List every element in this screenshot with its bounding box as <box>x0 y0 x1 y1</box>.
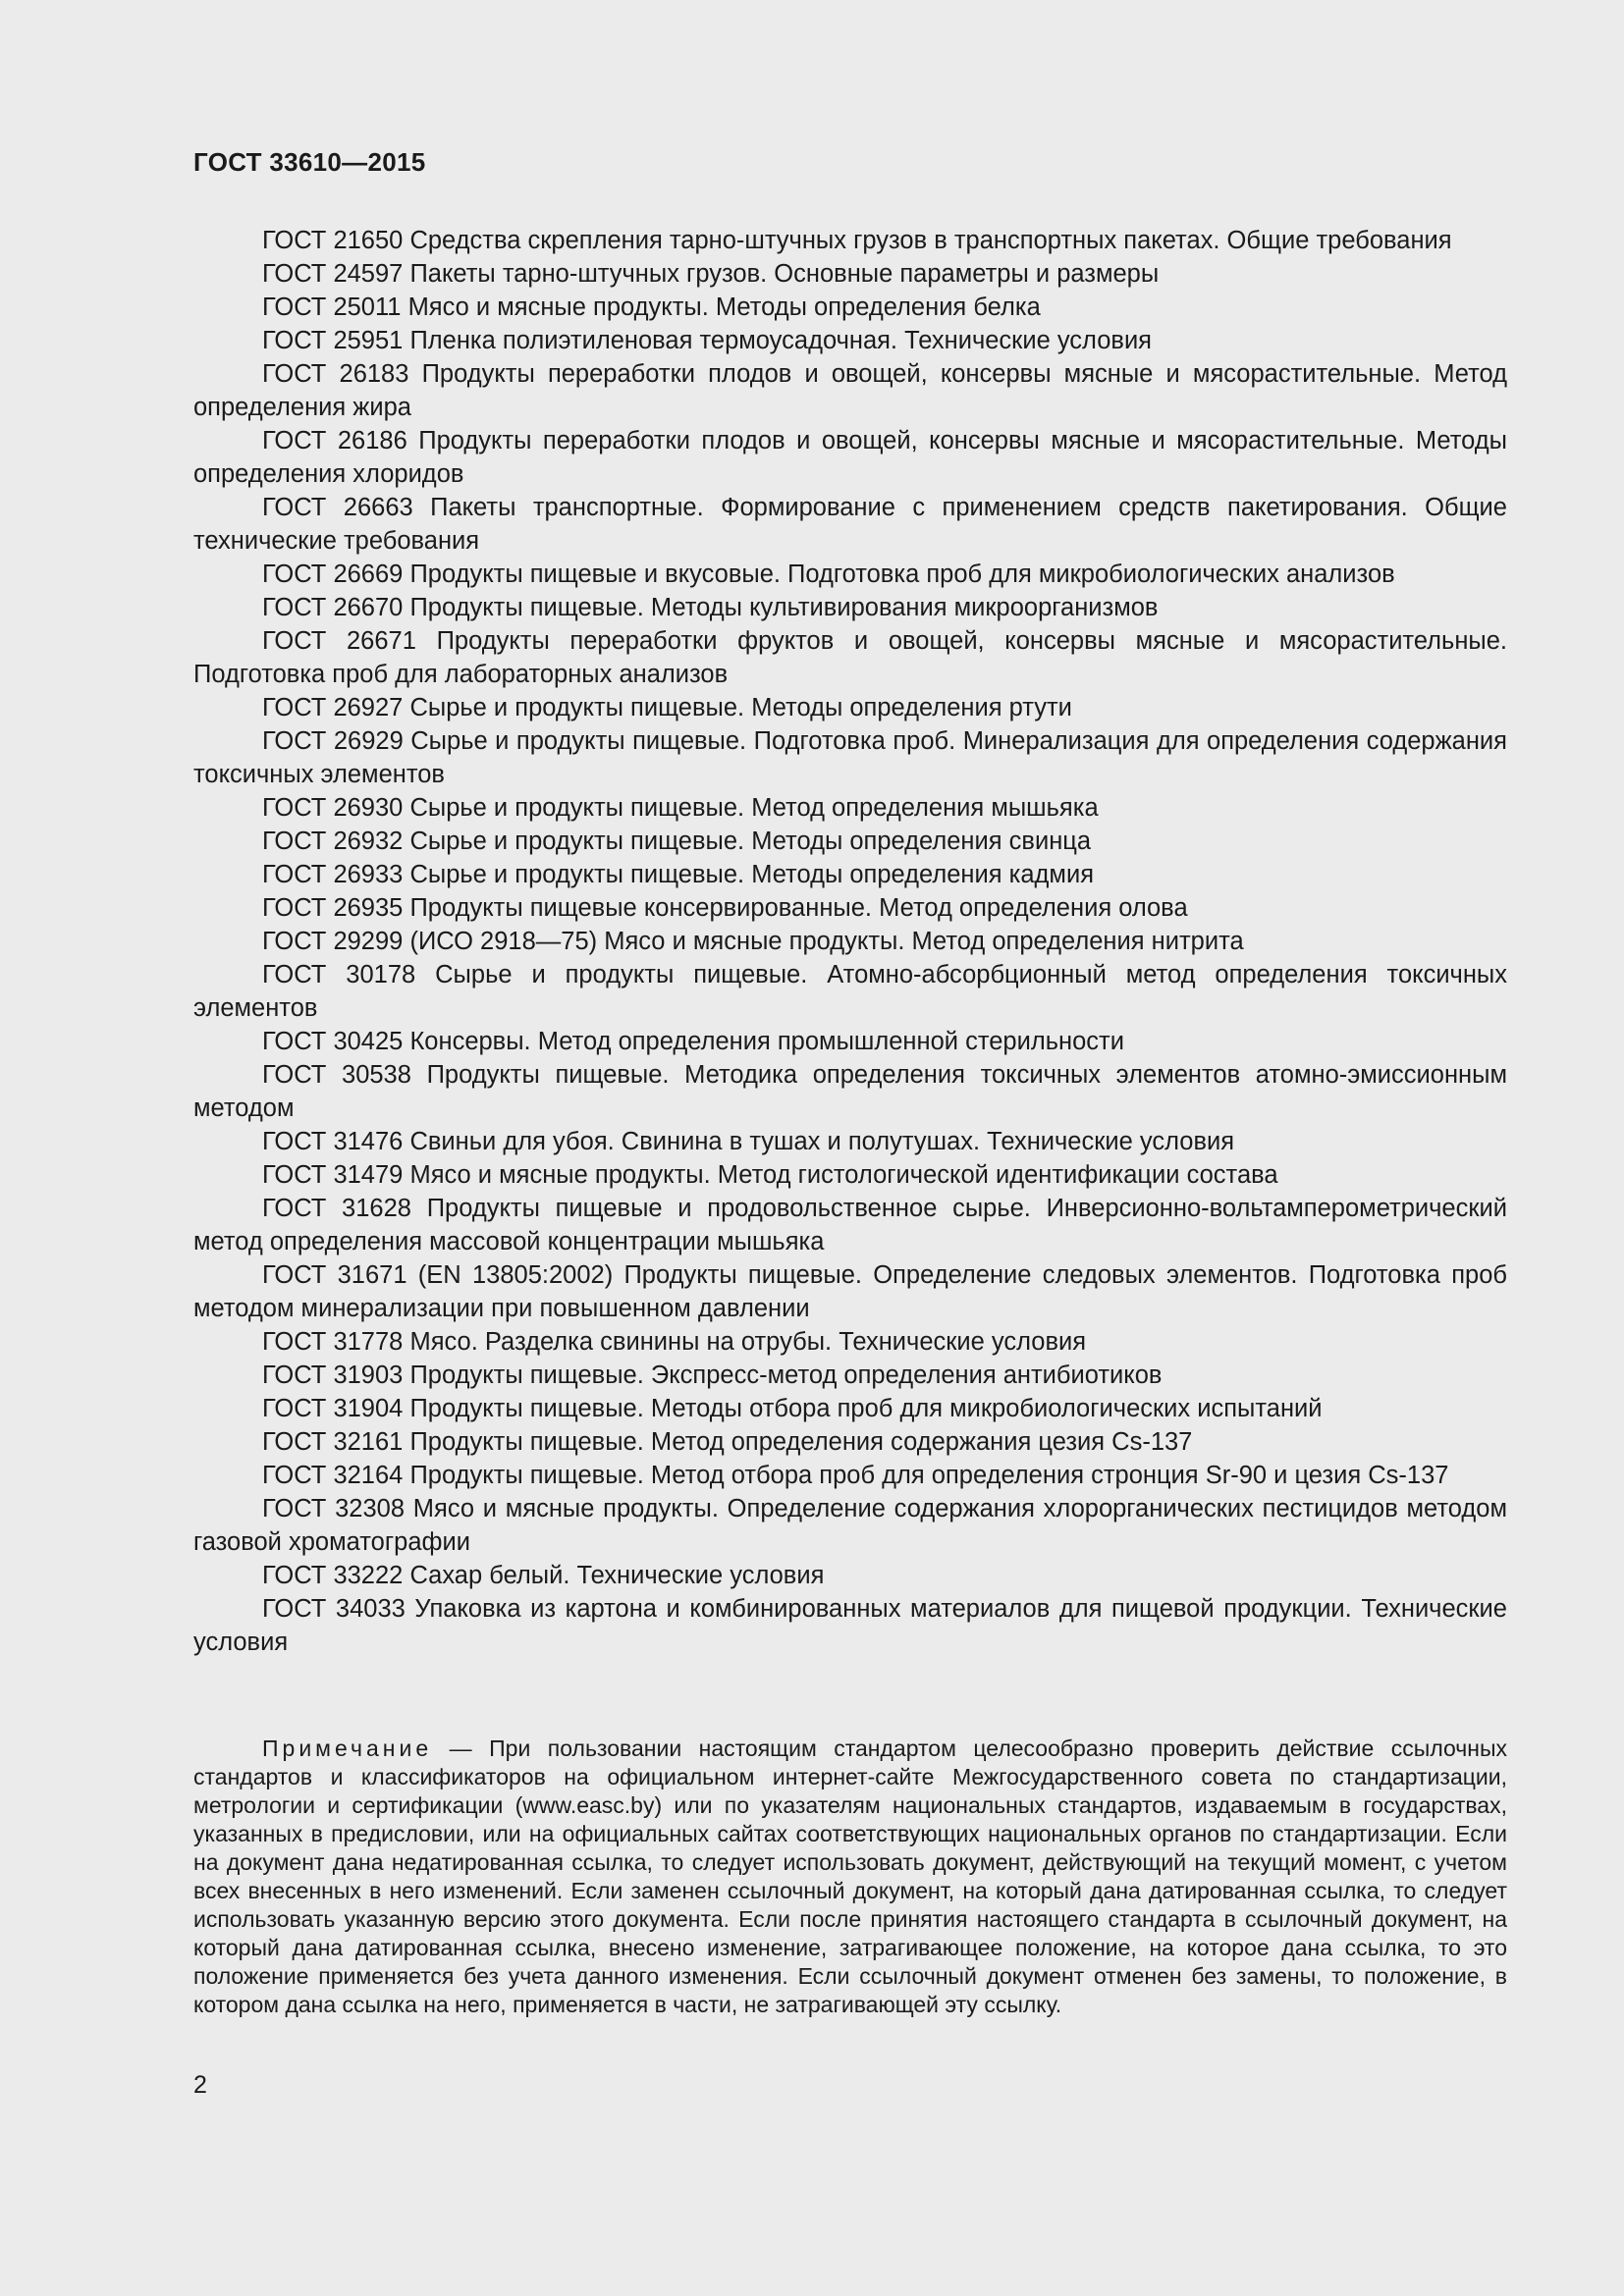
reference-title: Продукты переработки плодов и овощей, консервы мясные и мясорастительные. Методы определения хлоридов <box>193 427 1507 488</box>
reference-code: ГОСТ 25011 <box>262 294 402 321</box>
reference-item <box>193 491 1507 558</box>
reference-item <box>193 958 1507 1025</box>
reference-item <box>193 291 1507 324</box>
reference-item <box>193 1025 1507 1058</box>
note-label: Примечание <box>262 1735 433 1761</box>
reference-item <box>193 1392 1507 1425</box>
normative-references-list <box>193 224 1507 1659</box>
reference-code: ГОСТ 29299 <box>262 928 404 955</box>
reference-code: ГОСТ 26927 <box>262 694 404 721</box>
reference-code: ГОСТ 30178 <box>262 961 416 988</box>
reference-title: Сырье и продукты пищевые. Метод определения мышьяка <box>409 794 1099 822</box>
reference-item <box>193 1459 1507 1492</box>
reference-title: Пакеты транспортные. Формирование с применением средств пакетирования. Общие технические требования <box>193 494 1507 555</box>
reference-title: Пленка полиэтиленовая термоусадочная. Технические условия <box>409 327 1152 354</box>
reference-item <box>193 1258 1507 1325</box>
reference-item <box>193 624 1507 691</box>
reference-item <box>193 1125 1507 1158</box>
reference-item <box>193 858 1507 891</box>
reference-title: Продукты пищевые. Экспресс-метод определения антибиотиков <box>409 1362 1163 1389</box>
reference-item <box>193 1359 1507 1392</box>
reference-code: ГОСТ 31479 <box>262 1161 404 1189</box>
reference-title: Сырье и продукты пищевые. Методы определения кадмия <box>409 861 1095 888</box>
reference-code: ГОСТ 32308 <box>262 1495 406 1522</box>
reference-code: ГОСТ 32164 <box>262 1462 404 1489</box>
reference-code: ГОСТ 26930 <box>262 794 404 822</box>
reference-item <box>193 1559 1507 1592</box>
reference-title: Мясо и мясные продукты. Определение содержания хлорорганических пестицидов методом газовой хроматографии <box>193 1495 1507 1556</box>
reference-item <box>193 224 1507 257</box>
reference-title: Мясо и мясные продукты. Метод гистологической идентификации состава <box>409 1161 1278 1189</box>
reference-item <box>193 424 1507 491</box>
reference-title: Продукты пищевые и вкусовые. Подготовка проб для микробиологических анализов <box>409 561 1395 588</box>
reference-title: Сырье и продукты пищевые. Подготовка проб. Минерализация для определения содержания токсичных элементов <box>193 727 1507 788</box>
reference-code: ГОСТ 26670 <box>262 594 404 621</box>
reference-title: Продукты пищевые. Методика определения токсичных элементов атомно-эмиссионным методом <box>193 1061 1507 1122</box>
reference-item <box>193 1058 1507 1125</box>
reference-title: Продукты пищевые и продовольственное сырье. Инверсионно-вольтамперометрический метод определения массовой концентрации мышьяка <box>193 1195 1507 1255</box>
reference-code: ГОСТ 26186 <box>262 427 407 454</box>
reference-code: ГОСТ 26663 <box>262 494 413 521</box>
reference-title: Мясо и мясные продукты. Методы определения белка <box>407 294 1041 321</box>
reference-code: ГОСТ 33222 <box>262 1562 404 1589</box>
reference-code: ГОСТ 26935 <box>262 894 404 922</box>
reference-item <box>193 1592 1507 1659</box>
reference-title: Мясо. Разделка свинины на отрубы. Технические условия <box>409 1328 1087 1356</box>
reference-item <box>193 925 1507 958</box>
reference-item <box>193 324 1507 357</box>
reference-code: ГОСТ 26929 <box>262 727 404 755</box>
reference-title: Сырье и продукты пищевые. Методы определения свинца <box>409 828 1092 855</box>
reference-code: ГОСТ 31476 <box>262 1128 404 1155</box>
reference-code: ГОСТ 26933 <box>262 861 404 888</box>
reference-code: ГОСТ 30425 <box>262 1028 404 1055</box>
reference-code: ГОСТ 31671 <box>262 1261 407 1289</box>
reference-code: ГОСТ 26183 <box>262 360 409 388</box>
reference-code: ГОСТ 31904 <box>262 1395 404 1422</box>
reference-item <box>193 825 1507 858</box>
reference-code: ГОСТ 26669 <box>262 561 404 588</box>
reference-code: ГОСТ 31628 <box>262 1195 411 1222</box>
reference-title: Консервы. Метод определения промышленной стерильности <box>409 1028 1124 1055</box>
reference-item <box>193 591 1507 624</box>
reference-item <box>193 791 1507 825</box>
reference-title: Продукты пищевые. Методы отбора проб для микробиологических испытаний <box>409 1395 1323 1422</box>
reference-item <box>193 1158 1507 1192</box>
reference-code: ГОСТ 24597 <box>262 260 404 288</box>
reference-code: ГОСТ 30538 <box>262 1061 411 1089</box>
reference-code: ГОСТ 31778 <box>262 1328 404 1356</box>
reference-item <box>193 357 1507 424</box>
reference-code: ГОСТ 26932 <box>262 828 404 855</box>
reference-item <box>193 691 1507 724</box>
reference-code: ГОСТ 34033 <box>262 1595 406 1623</box>
reference-item <box>193 558 1507 591</box>
note-paragraph <box>193 1735 1507 2019</box>
reference-title: Продукты переработки фруктов и овощей, консервы мясные и мясорастительные. Подготовка проб для лабораторных анализов <box>193 627 1508 688</box>
reference-code: ГОСТ 25951 <box>262 327 404 354</box>
reference-code: ГОСТ 26671 <box>262 627 416 655</box>
page-number: 2 <box>193 2071 207 2099</box>
reference-code: ГОСТ 21650 <box>262 227 404 254</box>
reference-item <box>193 1425 1507 1459</box>
reference-item <box>193 1492 1507 1559</box>
document-header: ГОСТ 33610—2015 <box>193 147 426 177</box>
reference-code: ГОСТ 32161 <box>262 1428 404 1456</box>
reference-title: Продукты переработки плодов и овощей, консервы мясные и мясорастительные. Метод определения жира <box>193 360 1507 421</box>
reference-title: Продукты пищевые. Метод отбора проб для определения стронция Sr-90 и цезия Cs-137 <box>409 1462 1449 1489</box>
reference-item <box>193 257 1507 291</box>
reference-title: Средства скрепления тарно-штучных грузов в транспортных пакетах. Общие требования <box>409 227 1452 254</box>
reference-code: ГОСТ 31903 <box>262 1362 404 1389</box>
reference-item <box>193 724 1507 791</box>
reference-title: Продукты пищевые консервированные. Метод определения олова <box>409 894 1188 922</box>
reference-title: (EN 13805:2002) Продукты пищевые. Определение следовых элементов. Подготовка проб методом минерализации при повышенном давлении <box>193 1261 1507 1322</box>
reference-item <box>193 1325 1507 1359</box>
reference-title: Сахар белый. Технические условия <box>409 1562 825 1589</box>
reference-title: (ИСО 2918—75) Мясо и мясные продукты. Метод определения нитрита <box>409 928 1244 955</box>
note-text: — При пользовании настоящим стандартом целесообразно проверить действие ссылочных стандартов и классификаторов на официальном интернет-сайте Межгосударственного совета по стандартизации, метрологии и сертификации (www.easc.by) или по указателям национальных стандартов, издаваемым в государствах, указанных в предисловии, или на официальных сайтах соответствующих национальных органов по стандартизации. Если на документ дана недатированная ссылка, то следует использовать документ, действующий на текущий момент, с учетом всех внесенных в него изменений. Если заменен ссылочный документ, на который дана датированная ссылка, то следует использовать указанную версию этого документа. Если после принятия настоящего стандарта в ссылочный документ, на который дана датированная ссылка, внесено изменение, затрагивающее положение, на которое дана ссылка, то это положение применяется без учета данного изменения. Если ссылочный документ отменен без замены, то положение, в котором дана ссылка на него, применяется в части, не затрагивающей эту ссылку. <box>193 1735 1507 2017</box>
reference-title: Свиньи для убоя. Свинина в тушах и полутушах. Технические условия <box>409 1128 1235 1155</box>
reference-title: Сырье и продукты пищевые. Методы определения ртути <box>409 694 1072 721</box>
reference-item <box>193 891 1507 925</box>
reference-item <box>193 1192 1507 1258</box>
reference-title: Продукты пищевые. Методы культивирования микроорганизмов <box>409 594 1159 621</box>
reference-title: Пакеты тарно-штучных грузов. Основные параметры и размеры <box>409 260 1160 288</box>
reference-title: Упаковка из картона и комбинированных материалов для пищевой продукции. Технические условия <box>193 1595 1507 1656</box>
reference-title: Продукты пищевые. Метод определения содержания цезия Cs-137 <box>409 1428 1193 1456</box>
reference-title: Сырье и продукты пищевые. Атомно-абсорбционный метод определения токсичных элементов <box>193 961 1508 1022</box>
